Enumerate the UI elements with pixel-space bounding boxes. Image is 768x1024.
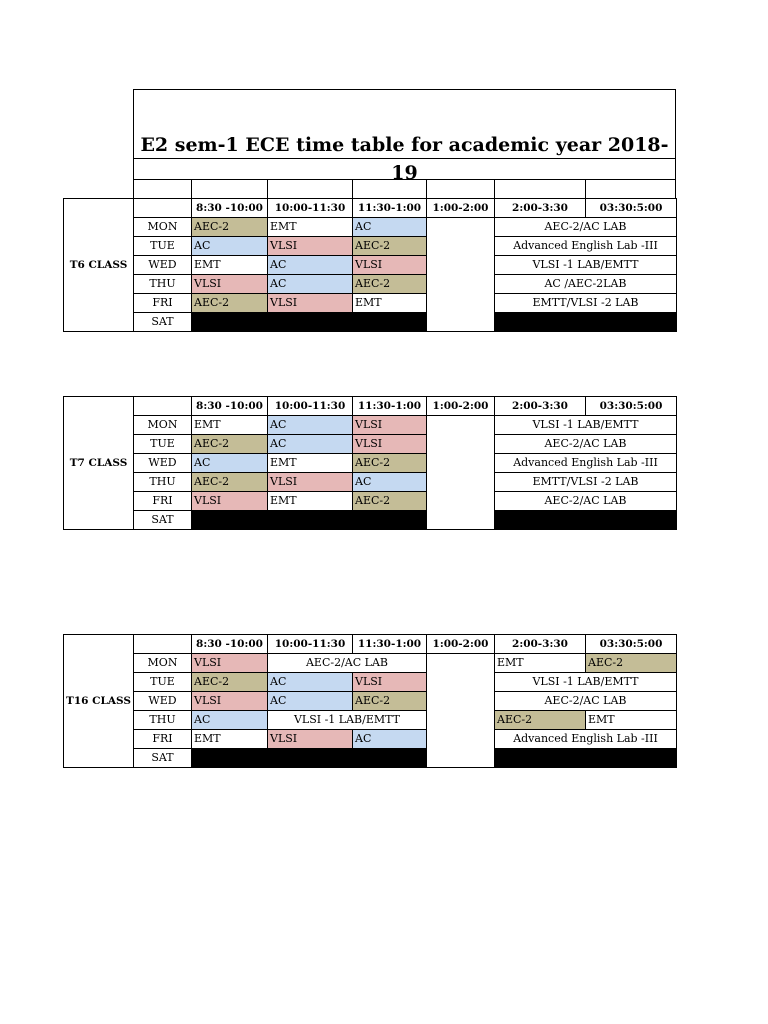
header-row xyxy=(64,199,677,218)
lab-cell: AEC-2/AC LAB xyxy=(268,654,427,673)
table-row xyxy=(64,673,677,692)
subject-cell: VLSI xyxy=(192,692,268,711)
time-header: 03:30:5:00 xyxy=(586,635,677,654)
subject-cell: VLSI xyxy=(268,473,353,492)
subject-cell: AC xyxy=(353,730,427,749)
time-header: 2:00-3:30 xyxy=(495,199,586,218)
subject-cell: VLSI xyxy=(268,237,353,256)
table-row xyxy=(64,435,677,454)
subject-cell: AEC-2 xyxy=(353,275,427,294)
page-title: E2 sem-1 ECE time table for academic year 2018-19 xyxy=(140,134,669,184)
lab-cell: EMTT/VLSI -2 LAB xyxy=(495,473,677,492)
time-header: 8:30 -10:00 xyxy=(192,199,268,218)
lab-cell: VLSI -1 LAB/EMTT xyxy=(268,711,427,730)
subject-cell: EMT xyxy=(268,454,353,473)
subject-cell: EMT xyxy=(268,218,353,237)
time-header: 10:00-11:30 xyxy=(268,397,353,416)
lab-cell: VLSI -1 LAB/EMTT xyxy=(495,416,677,435)
time-header: 1:00-2:00 xyxy=(427,199,495,218)
subject-cell: EMT xyxy=(268,492,353,511)
subject-cell: AEC-2 xyxy=(495,711,586,730)
subject-cell: AC xyxy=(268,275,353,294)
time-header: 2:00-3:30 xyxy=(495,397,586,416)
subject-cell: AC xyxy=(268,416,353,435)
day-label: SAT xyxy=(134,511,192,530)
day-label: MON xyxy=(134,218,192,237)
subject-cell: AC xyxy=(353,218,427,237)
time-header: 03:30:5:00 xyxy=(586,199,677,218)
lunch-cell xyxy=(427,654,495,768)
table-row xyxy=(64,473,677,492)
lab-cell: VLSI -1 LAB/EMTT xyxy=(495,673,677,692)
subject-cell: AC xyxy=(353,473,427,492)
subject-cell: VLSI xyxy=(353,673,427,692)
subject-cell: EMT xyxy=(353,294,427,313)
subject-cell: AEC-2 xyxy=(192,473,268,492)
subject-cell: VLSI xyxy=(192,275,268,294)
day-label: MON xyxy=(134,654,192,673)
table-row xyxy=(64,256,677,275)
table-row xyxy=(64,294,677,313)
timetable-t7 xyxy=(63,396,677,530)
blank-cell-divider xyxy=(267,180,268,199)
subject-cell: VLSI xyxy=(353,435,427,454)
lab-cell: AEC-2/AC LAB xyxy=(495,218,677,237)
table-row xyxy=(64,711,677,730)
holiday-block xyxy=(495,749,677,768)
day-label: THU xyxy=(134,473,192,492)
title-box xyxy=(133,89,676,198)
subject-cell: VLSI xyxy=(268,294,353,313)
time-header: 10:00-11:30 xyxy=(268,635,353,654)
subject-cell: AC xyxy=(268,692,353,711)
title-divider xyxy=(134,158,675,159)
subject-cell: AC xyxy=(192,454,268,473)
lab-cell: AC /AEC-2LAB xyxy=(495,275,677,294)
time-header: 8:30 -10:00 xyxy=(192,635,268,654)
subject-cell: AC xyxy=(268,435,353,454)
subject-cell: AEC-2 xyxy=(586,654,677,673)
subject-cell: VLSI xyxy=(192,654,268,673)
day-label: WED xyxy=(134,256,192,275)
subject-cell: AEC-2 xyxy=(192,435,268,454)
class-label: T16 CLASS xyxy=(64,635,134,768)
lunch-cell xyxy=(427,416,495,530)
subject-cell: EMT xyxy=(586,711,677,730)
table-row xyxy=(64,218,677,237)
time-header: 11:30-1:00 xyxy=(353,635,427,654)
day-label: SAT xyxy=(134,749,192,768)
table-row xyxy=(64,454,677,473)
subject-cell: AEC-2 xyxy=(353,492,427,511)
blank-cell-divider xyxy=(585,180,586,199)
time-header: 11:30-1:00 xyxy=(353,199,427,218)
day-label: FRI xyxy=(134,730,192,749)
table-row xyxy=(64,237,677,256)
day-label: WED xyxy=(134,454,192,473)
subject-cell: EMT xyxy=(192,256,268,275)
day-label: FRI xyxy=(134,294,192,313)
time-header: 1:00-2:00 xyxy=(427,397,495,416)
day-label: TUE xyxy=(134,435,192,454)
subject-cell: VLSI xyxy=(192,492,268,511)
lab-cell: VLSI -1 LAB/EMTT xyxy=(495,256,677,275)
day-label: FRI xyxy=(134,492,192,511)
lab-cell: EMTT/VLSI -2 LAB xyxy=(495,294,677,313)
day-label: WED xyxy=(134,692,192,711)
time-header: 1:00-2:00 xyxy=(427,635,495,654)
subject-cell: AEC-2 xyxy=(192,294,268,313)
table-row xyxy=(64,692,677,711)
day-label: MON xyxy=(134,416,192,435)
day-label: THU xyxy=(134,711,192,730)
subject-cell: EMT xyxy=(495,654,586,673)
subject-cell: AEC-2 xyxy=(192,673,268,692)
table-row xyxy=(64,654,677,673)
timetable-t6 xyxy=(63,198,677,332)
header-row xyxy=(64,397,677,416)
table-row xyxy=(64,275,677,294)
lab-cell: AEC-2/AC LAB xyxy=(495,492,677,511)
time-header: 11:30-1:00 xyxy=(353,397,427,416)
blank-cell xyxy=(134,635,192,654)
lab-cell: Advanced English Lab -III xyxy=(495,730,677,749)
blank-cell-divider xyxy=(426,180,427,199)
time-header: 2:00-3:30 xyxy=(495,635,586,654)
table-row xyxy=(64,511,677,530)
subject-cell: AC xyxy=(192,237,268,256)
lab-cell: AEC-2/AC LAB xyxy=(495,435,677,454)
header-row xyxy=(64,635,677,654)
lunch-cell xyxy=(427,218,495,332)
table-row xyxy=(64,416,677,435)
table-row xyxy=(64,749,677,768)
subject-cell: EMT xyxy=(192,416,268,435)
table-row xyxy=(64,730,677,749)
title-divider-2 xyxy=(134,179,675,180)
subject-cell: AEC-2 xyxy=(353,237,427,256)
day-label: TUE xyxy=(134,237,192,256)
timetable-t16 xyxy=(63,634,677,768)
holiday-block xyxy=(192,749,427,768)
class-label: T6 CLASS xyxy=(64,199,134,332)
subject-cell: AEC-2 xyxy=(353,454,427,473)
subject-cell: AC xyxy=(268,256,353,275)
holiday-block xyxy=(192,313,427,332)
time-header: 03:30:5:00 xyxy=(586,397,677,416)
blank-cell-divider xyxy=(352,180,353,199)
holiday-block xyxy=(495,511,677,530)
time-header: 10:00-11:30 xyxy=(268,199,353,218)
subject-cell: EMT xyxy=(192,730,268,749)
class-label: T7 CLASS xyxy=(64,397,134,530)
subject-cell: AC xyxy=(268,673,353,692)
subject-cell: VLSI xyxy=(268,730,353,749)
day-label: THU xyxy=(134,275,192,294)
table-row xyxy=(64,313,677,332)
blank-cell xyxy=(134,199,192,218)
table-row xyxy=(64,492,677,511)
subject-cell: VLSI xyxy=(353,256,427,275)
subject-cell: AEC-2 xyxy=(192,218,268,237)
holiday-block xyxy=(495,313,677,332)
subject-cell: VLSI xyxy=(353,416,427,435)
blank-cell-divider xyxy=(494,180,495,199)
subject-cell: AEC-2 xyxy=(353,692,427,711)
lab-cell: Advanced English Lab -III xyxy=(495,237,677,256)
holiday-block xyxy=(192,511,427,530)
lab-cell: AEC-2/AC LAB xyxy=(495,692,677,711)
blank-cell-divider xyxy=(191,180,192,199)
blank-cell xyxy=(134,397,192,416)
time-header: 8:30 -10:00 xyxy=(192,397,268,416)
lab-cell: Advanced English Lab -III xyxy=(495,454,677,473)
day-label: TUE xyxy=(134,673,192,692)
day-label: SAT xyxy=(134,313,192,332)
subject-cell: AC xyxy=(192,711,268,730)
